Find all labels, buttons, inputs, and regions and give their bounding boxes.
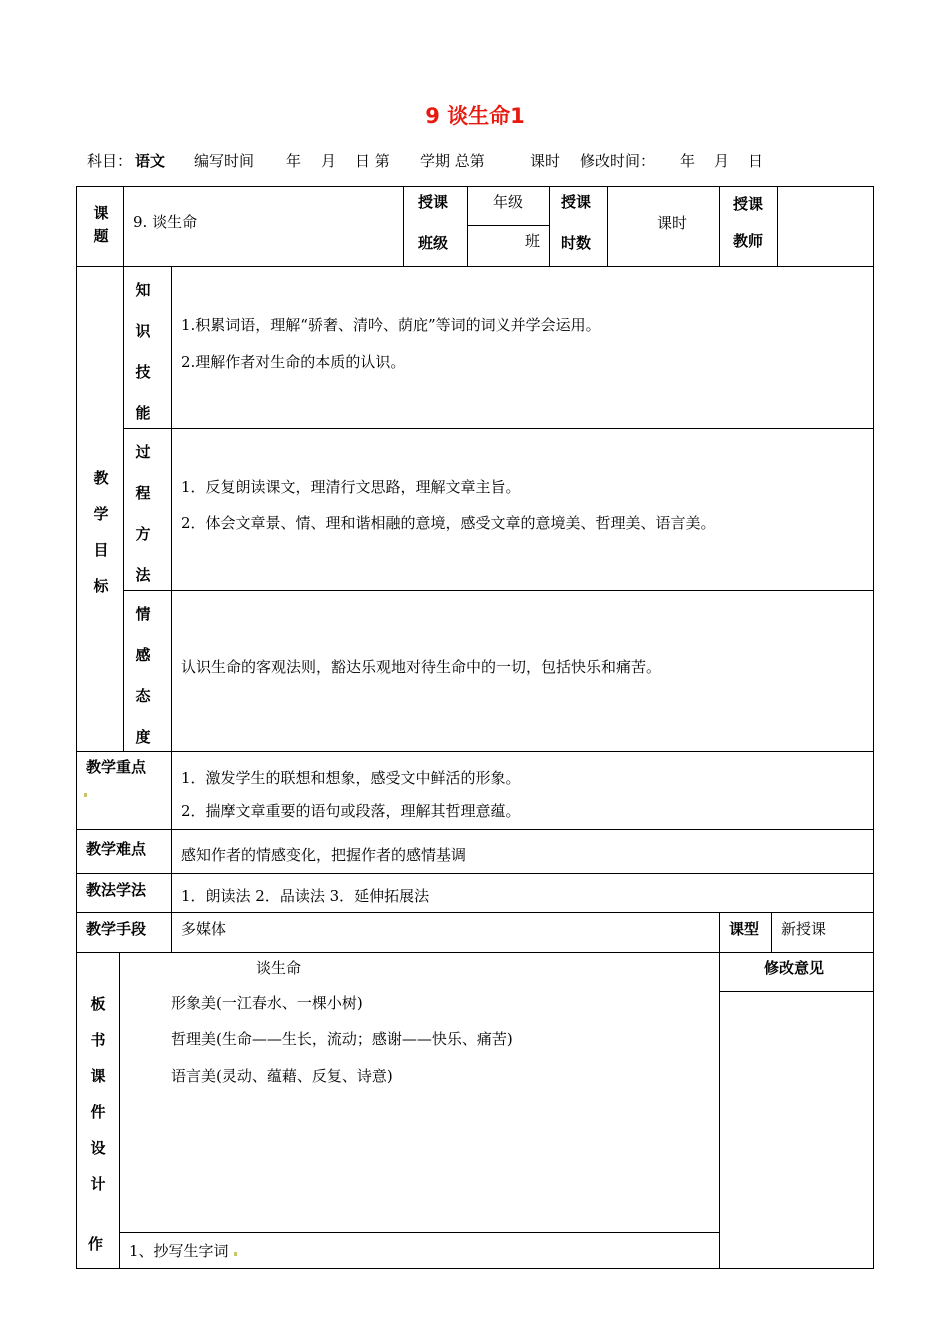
emotion-item-1: 认识生命的客观法则，豁达乐观地对待生命中的一切，包括快乐和痛苦。 bbox=[181, 658, 662, 676]
month-label: 月 bbox=[321, 152, 337, 170]
month2-label: 月 bbox=[714, 152, 730, 170]
mark-dot bbox=[234, 1252, 237, 1256]
difficult-points-label: 教学难点 bbox=[86, 840, 147, 858]
board-line-2: 哲理美(生命——生长，流动；感谢——快乐、痛苦) bbox=[171, 1030, 513, 1048]
means-text: 多媒体 bbox=[181, 920, 227, 938]
methods-label: 教法学法 bbox=[86, 881, 147, 899]
semester-label: 学期 总第 bbox=[420, 152, 485, 170]
page-title: 9 谈生命1 bbox=[425, 104, 525, 128]
knowledge-label: 知 识 技 能 bbox=[135, 281, 151, 422]
homework-text: 1、抄写生字词 bbox=[129, 1242, 229, 1260]
ban-label: 班 bbox=[525, 232, 541, 250]
grade-label: 年级 bbox=[493, 193, 524, 211]
subject-value: 语文 bbox=[135, 152, 166, 170]
emotion-label: 情 感 态 度 bbox=[135, 605, 151, 746]
day-label: 日 第 bbox=[355, 152, 390, 170]
topic-value: 9. 谈生命 bbox=[133, 213, 198, 231]
lesson-type-value: 新授课 bbox=[781, 920, 827, 938]
board-label: 板 书 课 件 设 计 bbox=[90, 995, 106, 1193]
board-line-3: 语言美(灵动、蕴藉、反复、诗意) bbox=[171, 1067, 393, 1085]
mark-dot bbox=[84, 793, 87, 797]
process-label: 过 程 方 法 bbox=[135, 443, 151, 584]
write-time-label: 编写时间 bbox=[194, 152, 255, 170]
means-label: 教学手段 bbox=[86, 920, 147, 938]
hours-value: 课时 bbox=[657, 214, 688, 232]
class-label-2: 班级 bbox=[418, 234, 449, 252]
key-point-2: 2．揣摩文章重要的语句或段落，理解其哲理意蕴。 bbox=[181, 802, 521, 820]
process-item-1: 1．反复朗读课文，理清行文思路，理解文章主旨。 bbox=[181, 478, 521, 496]
revise-opinion-label: 修改意见 bbox=[764, 959, 825, 977]
year-label: 年 bbox=[286, 152, 302, 170]
hours-label-2: 时数 bbox=[561, 234, 592, 252]
year2-label: 年 bbox=[680, 152, 696, 170]
knowledge-item-1: 1.积累词语，理解“骄奢、清吟、荫庇”等词的词义并学会运用。 bbox=[181, 316, 601, 334]
topic-label: 课 题 bbox=[93, 204, 109, 245]
class-label-1: 授课 bbox=[418, 193, 449, 211]
day2-label: 日 bbox=[748, 152, 764, 170]
process-item-2: 2．体会文章景、情、理和谐相融的意境，感受文章的意境美、哲理美、语言美。 bbox=[181, 514, 716, 532]
methods-text: 1．朗读法 2．品读法 3．延伸拓展法 bbox=[181, 887, 430, 905]
key-points-label: 教学重点 bbox=[86, 758, 147, 776]
board-line-1: 形象美(一江春水、一棵小树) bbox=[171, 994, 363, 1012]
key-point-1: 1．激发学生的联想和想象，感受文中鲜活的形象。 bbox=[181, 769, 521, 787]
homework-label: 作 bbox=[88, 1235, 104, 1253]
teacher-label-1: 授课 bbox=[733, 195, 764, 213]
board-heading: 谈生命 bbox=[256, 959, 302, 977]
lesson-type-label: 课型 bbox=[729, 920, 760, 938]
hours-label-1: 授课 bbox=[561, 193, 592, 211]
difficult-points-text: 感知作者的情感变化，把握作者的感情基调 bbox=[181, 846, 467, 864]
revise-time-label: 修改时间： bbox=[580, 152, 656, 170]
goals-label: 教 学 目 标 bbox=[93, 469, 109, 595]
subject-label: 科目： bbox=[87, 152, 133, 170]
teacher-label-2: 教师 bbox=[733, 232, 764, 250]
knowledge-item-2: 2.理解作者对生命的本质的认识。 bbox=[181, 353, 406, 371]
lesson-label: 课时 bbox=[530, 152, 561, 170]
